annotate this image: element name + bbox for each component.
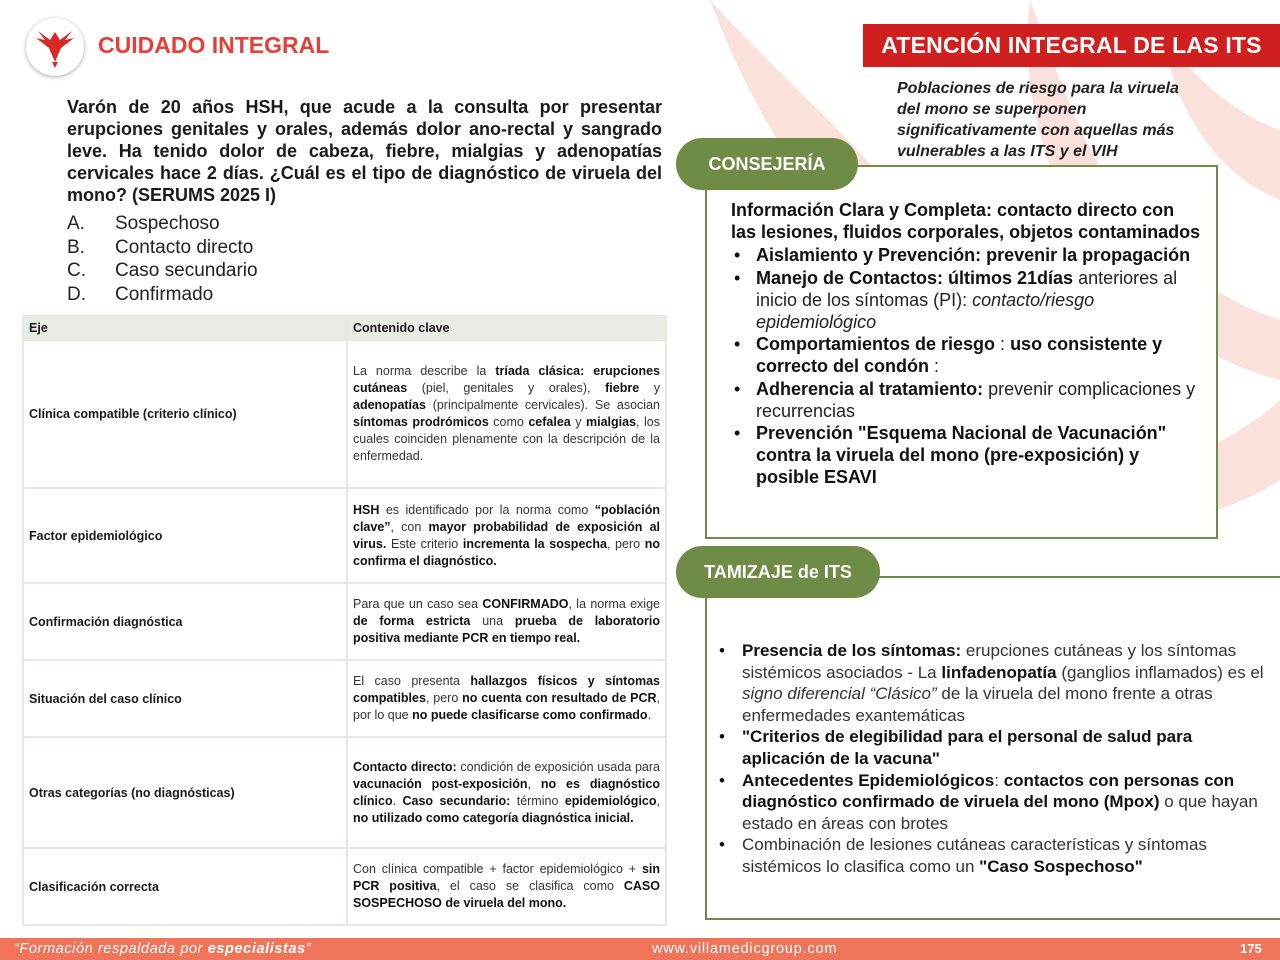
text-segment: condición de exposición usada para xyxy=(456,759,660,774)
bold-text: fiebre xyxy=(605,381,640,395)
table-row xyxy=(23,583,666,660)
bold-text: de forma estricta xyxy=(353,614,471,628)
table-row xyxy=(23,488,666,583)
list-item xyxy=(731,422,1201,489)
list-item xyxy=(731,267,1201,334)
table-row xyxy=(23,737,666,848)
question-text: Varón de 20 años HSH, que acude a la consulta por presentar erupciones genitales y orales, además dolor ano-rectal y sangrado leve. Ha tenido dolor de cabeza, fiebre, mialgias y adenopatías cervicales hace 2 días. ¿Cuál es el tipo de diagnóstico de viruela del mono? (SERUMS 2025 I) xyxy=(67,97,662,205)
option-text: Contacto directo xyxy=(115,236,254,258)
bold-text: no utilizado como categoría diagnóstica inicial. xyxy=(353,810,634,825)
answer-option xyxy=(67,236,467,260)
bold-text: síntomas prodrómicos xyxy=(353,415,489,429)
list-item xyxy=(716,640,1272,726)
column-header-eje: Eje xyxy=(23,316,347,340)
consejeria-label: CONSEJERÍA xyxy=(676,138,858,190)
bold-text: linfadenopatía xyxy=(941,662,1057,682)
bold-text: Manejo de Contactos: últimos 21días xyxy=(756,267,1074,288)
bold-text: CONFIRMADO xyxy=(482,597,569,611)
tagline-bold: especialistas xyxy=(207,941,306,957)
tamizaje-content xyxy=(716,639,1272,878)
bold-text: Presencia de los síntomas: xyxy=(742,641,962,660)
text-segment: , la norma exige xyxy=(568,597,660,611)
bold-text: HSH xyxy=(353,502,380,517)
text-segment: . xyxy=(392,793,403,808)
bold-text: tríada clásica: xyxy=(495,364,585,378)
option-letter: B. xyxy=(67,236,85,258)
text-segment: , por lo que xyxy=(353,691,661,722)
bold-text: prueba de laboratorio positiva mediante PCR en tiempo real. xyxy=(353,614,660,645)
text-segment: o que hayan estado en áreas con brotes xyxy=(742,792,1258,833)
table-header-row xyxy=(23,316,666,340)
list-item xyxy=(716,726,1272,769)
bold-text: no puede clasificarse como confirmado xyxy=(412,708,648,722)
bold-text: Aislamiento y Prevención: prevenir la propagación xyxy=(756,245,1191,266)
table-cell-content xyxy=(347,488,666,583)
bold-text: mialgias xyxy=(586,415,637,429)
text-segment: El caso presenta xyxy=(353,674,471,688)
footer-tagline xyxy=(14,941,311,957)
bold-text: no confirma el diagnóstico. xyxy=(353,536,661,568)
table-cell-content xyxy=(347,340,666,488)
text-segment: (ganglios inflamados) es el xyxy=(1056,662,1264,682)
table-row xyxy=(23,660,666,737)
bold-text: vacunación post-exposición xyxy=(353,776,528,791)
bold-text: "Caso Sospechoso" xyxy=(979,856,1143,876)
bold-text: Adherencia al tratamiento: xyxy=(756,378,984,399)
text-segment: (principalmente cervicales). Se asocian xyxy=(425,398,660,412)
text-segment: como xyxy=(488,415,529,429)
banner-subtitle: Poblaciones de riesgo para la viruela del mono se superponen significativamente con aquellas más vulnerables a las ITS y el VIH xyxy=(897,80,1179,160)
bold-text: Comportamientos de riesgo xyxy=(756,334,996,355)
text-segment: , xyxy=(656,793,660,808)
table-cell-content xyxy=(347,737,666,848)
text-segment: y xyxy=(570,415,587,429)
option-letter: D. xyxy=(67,283,86,305)
text-segment: una xyxy=(470,614,515,628)
text-segment: , los cuales coinciden plenamente con la descripción de la enfermedad. xyxy=(353,415,660,463)
bold-text: "Criterios de elegibilidad para el personal de salud para aplicación de la vacuna" xyxy=(742,727,1193,768)
table-row xyxy=(23,340,666,488)
option-letter: C. xyxy=(67,260,86,281)
bold-text: mayor probabilidad de exposición al virus. xyxy=(353,519,660,551)
option-letter: A. xyxy=(67,213,85,234)
bold-text: epidemiológico xyxy=(564,793,657,808)
footer xyxy=(0,938,1280,960)
page-banner: ATENCIÓN INTEGRAL DE LAS ITS xyxy=(863,24,1280,67)
table-row xyxy=(23,848,666,925)
bold-text: Antecedentes Epidemiológicos xyxy=(742,770,995,790)
list-item xyxy=(731,378,1201,422)
text-segment: , con xyxy=(390,519,429,534)
consejeria-list xyxy=(731,244,1201,488)
text-segment: erupciones cutáneas y los síntomas sistémicos asociados - La xyxy=(742,641,1237,682)
text-segment: , el caso se clasifica como xyxy=(436,879,624,893)
italic-text: signo diferencial “Clásico” xyxy=(742,684,937,704)
bold-text: Caso secundario: xyxy=(402,793,511,808)
bold-text: CASO SOSPECHOSO de viruela del mono. xyxy=(353,879,660,910)
key-content-table xyxy=(22,315,667,926)
list-item xyxy=(716,770,1272,835)
option-text: Caso secundario xyxy=(115,260,258,281)
text-segment: , xyxy=(527,776,541,791)
text-segment: : xyxy=(929,356,940,377)
text-segment: La norma describe la xyxy=(353,364,496,378)
table-cell-eje: Otras categorías (no diagnósticas) xyxy=(23,737,347,848)
answer-option xyxy=(67,283,467,307)
table-cell-eje: Confirmación diagnóstica xyxy=(23,583,347,660)
text-segment xyxy=(584,364,593,378)
text-segment: : xyxy=(995,334,1011,355)
table-cell-eje: Clasificación correcta xyxy=(23,848,347,925)
text-segment: . xyxy=(647,708,652,722)
bold-text: adenopatías xyxy=(353,398,426,412)
text-segment: Este criterio xyxy=(386,536,463,551)
text-segment: Combinación de lesiones cutáneas características y síntomas sistémicos lo clasifica como un xyxy=(742,835,1207,876)
text-segment: (piel, genitales y orales), xyxy=(407,381,606,395)
option-text: Sospechoso xyxy=(115,213,220,234)
bold-text: sin PCR positiva xyxy=(353,862,660,893)
text-segment: de la viruela del mono frente a otras enfermedades exantemáticas xyxy=(742,684,1213,725)
consejeria-lead: Información Clara y Completa: contacto directo con las lesiones, fluidos corporales, objetos contaminados xyxy=(731,200,1201,243)
bold-text: no es diagnóstico clínico xyxy=(353,776,660,808)
list-item xyxy=(731,244,1201,266)
table-cell-eje: Factor epidemiológico xyxy=(23,488,347,583)
text-segment: anteriores al inicio de los síntomas (PI): xyxy=(756,267,1178,310)
phoenix-logo-icon xyxy=(26,18,84,76)
brand-title: CUIDADO INTEGRAL xyxy=(98,32,330,58)
table-cell-content xyxy=(347,660,666,737)
bold-text: no cuenta con resultado de PCR xyxy=(462,691,657,705)
text-segment: Con clínica compatible + factor epidemiológico + xyxy=(353,862,642,876)
list-item xyxy=(716,834,1272,877)
bold-text: cefalea xyxy=(528,415,571,429)
bold-text: “población clave” xyxy=(353,502,660,534)
text-segment: prevenir complicaciones y recurrencias xyxy=(756,378,1196,421)
table-cell-eje: Situación del caso clínico xyxy=(23,660,347,737)
text-segment: , pero xyxy=(425,691,463,705)
text-segment: Para que un caso sea xyxy=(353,597,483,611)
answer-option xyxy=(67,212,467,236)
bold-text: uso consistente y correcto del condón xyxy=(756,334,1163,377)
tamizaje-list xyxy=(716,640,1272,878)
consejeria-content xyxy=(731,199,1201,489)
answer-option xyxy=(67,259,467,283)
page-number: 175 xyxy=(1240,941,1262,956)
list-item xyxy=(731,333,1201,377)
table-cell-content xyxy=(347,583,666,660)
text-segment: es identificado por la norma como xyxy=(379,502,595,517)
bold-text: Prevención "Esquema Nacional de Vacunación" contra la viruela del mono (pre-exposición) y posible ESAVI xyxy=(756,423,1167,488)
bold-text: hallazgos físicos y síntomas compatibles xyxy=(353,674,660,705)
bold-text: Contacto directo: xyxy=(353,759,457,774)
tagline-suffix: ” xyxy=(305,941,312,957)
text-segment: , pero xyxy=(606,536,645,551)
italic-text: contacto/riesgo epidemiológico xyxy=(756,289,1095,333)
footer-website[interactable]: www.villamedicgroup.com xyxy=(652,941,838,957)
table-cell-content xyxy=(347,848,666,925)
bold-text: contactos con personas con diagnóstico confirmado de viruela del mono (Mpox) xyxy=(742,770,1235,812)
column-header-contenido: Contenido clave xyxy=(347,316,666,340)
bold-text: erupciones cutáneas xyxy=(353,364,660,395)
text-segment: y xyxy=(639,381,660,395)
table-cell-eje: Clínica compatible (criterio clínico) xyxy=(23,340,347,488)
tagline-prefix: “Formación respaldada por xyxy=(14,941,208,957)
text-segment: término xyxy=(510,793,565,808)
text-segment: : xyxy=(994,770,1004,790)
option-text: Confirmado xyxy=(115,283,214,305)
tamizaje-label: TAMIZAJE de ITS xyxy=(676,546,880,598)
answer-options xyxy=(67,212,467,306)
bold-text: incrementa la sospecha xyxy=(462,536,607,551)
